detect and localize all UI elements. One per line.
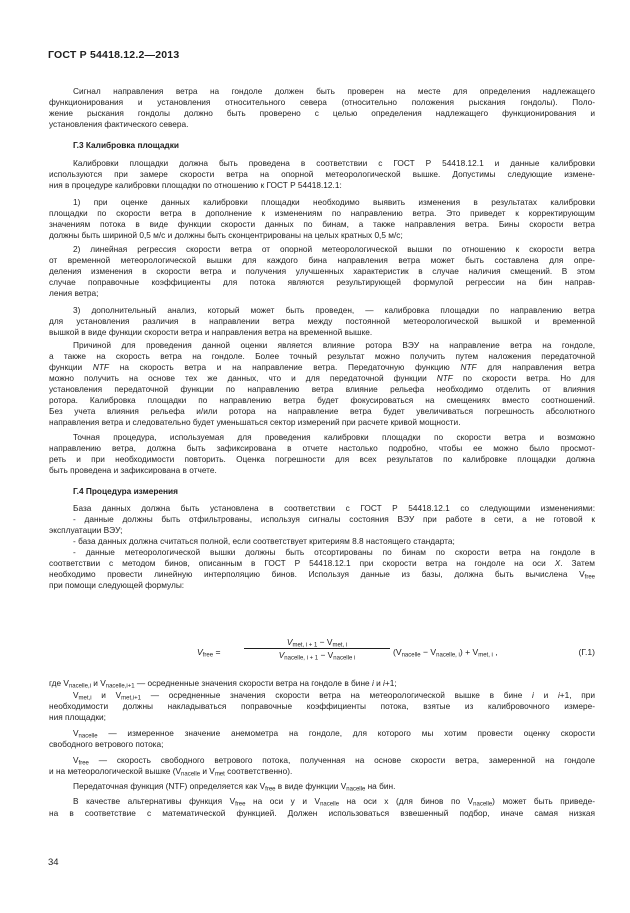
text-line: для установления различия в направлении ветра между постоянной метеорологической вышкой и временной [49,316,595,326]
axis-x-symbol: X [554,558,561,568]
formula-denominator: $V_{nacelle, i + 1} - V_{nacelle i}$ [278,650,356,662]
text-line: $V_{met,i}$ и $V_{met,i+1}$ — осредненные значения скорости ветра на метеорологической вышке в бине i и i+1, при [73,690,596,702]
text-line: жение рыскания гондолы должно быть проверено с целью определения надлежащего функционирования и [49,108,595,118]
text-line: Точная процедура, используемая для проведения калибровки площадки по скорости ветра и возможно [73,432,595,442]
text-line: на в соответствие с математической функцией. Должен использоваться взвешенный подбор, иначе самая низкая [49,808,595,818]
text-line: а также на скорость ветра на гондоле. Более точный результат можно получить путем наложения передаточной [49,351,595,361]
text-line: установления фактического севера. [49,119,189,129]
text-line: 2) линейная регрессия скорости ветра от опорной метеорологической вышки по отношению к скорости ветра [73,244,595,254]
text-line: случае поправочные коэффициенты для потока являются результирующей формулой регрессии на бин направ- [49,277,595,287]
formula-lhs: $V_{free}$ = [197,647,221,659]
text-line: при помощи следующей формулы: [49,580,185,590]
text-line: Причиной для проведения данной оценки является влияние ротора ВЭУ на направление ветра на гондоле, [73,340,595,350]
formula-rhs: $(V_{nacelle} - V_{nacelle, i}) + V_{met, i}$ , [393,647,498,659]
text-line: $V_{nacelle}$ — измеренное значение анемометра на гондоле, для которого мы хотим провести оценку скорости [73,728,595,740]
text-line: можно получить на основе тех же данных, что и для передаточной функции NTF по скорости ветра. Но для [49,373,595,383]
text-line: Сигнал направления ветра на гондоле должен быть проверен на месте для определения надлежащего [73,86,595,96]
formula-numerator: $V_{met, i + 1} - V_{met, i}$ [286,637,348,649]
text-line: База данных должна быть установлена в соответствии с ГОСТ Р 54418.12.1 со следующими изменениями: [73,503,595,513]
text-line: необходимости должны накладываться поправочные коэффициенты потока, взятые из калибровочного измере- [49,701,595,711]
text-line: направления ветра и следовательно будет уменьшаться сектор измерений при расчете кривой мощности. [49,417,461,427]
text-line: 3) дополнительный анализ, который может быть проведен, — калибровка площадки по направлению ветра [73,305,595,315]
formula-number: (Г.1) [578,647,595,657]
text-line: эксплуатации ВЭУ; [49,525,123,535]
text-line: необходимо провести линейную интерполяцию бинов. Используя данные из базы, должна быть вычислена $V_{free}$ [49,569,595,581]
text-line: - база данных должна считаться полной, если соответствует критериям 8.8 настоящего стандарта; [73,536,455,546]
section-heading-g4: Г.4 Процедура измерения [73,486,178,496]
text-line: используются при замере скорости ветра на опорной метеорологической вышке. Допустимы следующие измене- [49,169,595,179]
text-line: ния площадки; [49,712,106,722]
page-number: 34 [48,857,59,868]
text-line: установления передаточной функции по направлению ветра влияние рельефа необходимо отделить от влияния [49,384,595,394]
text-line: Передаточная функция (NTF) определяется как $V_{free}$ в виде функции $V_{nacelle}$ на бин. [73,781,396,793]
text-line: быть проведена и зафиксирована в отчете. [49,465,217,475]
text-line: деления изменения в скорости ветра и получения улучшенных характеристик в случае наличия смещений. В этом [49,266,595,276]
formula-fraction [243,636,391,661]
text-line: 1) при оценке данных калибровки площадки необходимо выявить изменения в результатах калибровки [73,197,595,207]
text-line: ния в процедуре калибровки площадки по отношению к ГОСТ Р 54418.12.1: [49,180,342,190]
document-header: ГОСТ Р 54418.12.2—2013 [48,49,180,61]
text-line: Без учета влияния рельефа и/или ротора на направление ветра будет увеличиваться погрешность абсолютного [49,406,595,416]
formula-g1 [49,636,595,670]
text-line: В качестве альтернативы функция $V_{free}$ на оси y и $V_{nacelle}$ на оси x (для бинов по $V_{nacelle}$) может быть приведе- [73,796,596,808]
text-line: свободного ветрового потока; [49,739,164,749]
text-line: Калибровки площадки должна быть проведена в соответствии с ГОСТ Р 54418.12.1 и данные калибровки [73,158,595,168]
section-heading-g3: Г.3 Калибровка площадки [73,140,179,150]
text-line: соответствии с методом бинов, описанным в ГОСТ Р 54418.12.1 при скорости ветра на гондоле на оси X. Затем [49,558,595,568]
text-line: и на метеорологической вышке ($V_{nacelle}$ и $V_{met}$ соответственно). [49,766,293,778]
ntf-symbol: NTF [92,362,109,372]
text-line: - данные метеорологической вышки должны быть отсортированы по бинам по скорости ветра на гондоле в [73,547,595,557]
text-line: функции NTF на скорость ветра и на направление ветра. Передаточную функцию NTF для направления ветра [49,362,596,372]
text-line: ротора. Калибровка площадки по направлению ветра будет фокусироваться на смещениях вместо соотношений. [49,395,595,405]
text-line: направлению ветра, должна быть зафиксирована в отчете настолько подробно, чтобы ее можно было просмот- [49,443,595,453]
text-line: ления ветра; [49,288,99,298]
text-line: $V_{free}$ — скорость свободного ветрового потока, полученная на основе скорости ветра, замеренной на гондоле [73,755,595,767]
text-line: функционирования и установления относительного севера (относительно положения рыскания гондолы). Поло- [49,97,595,107]
text-line: реть и при необходимости повторить. Оценка погрешности для всех результатов по калибровке площадки должна [49,454,595,464]
text-line: вышкой в виде функции скорости ветра и направления ветра на временной вышке. [49,327,373,337]
text-line: от временной метеорологической вышки для каждого бина направления ветра может быть составлена для опре- [49,255,595,265]
text-line: - данные должны быть отфильтрованы, используя сигналы состояния ВЭУ при работе в сети, а не готовой к [73,514,595,524]
ntf-symbol: NTF [436,373,453,383]
text-line: значениям потока в виде функции скорости данных по бинам, а также направления ветра. Бины скорости ветра [49,219,595,229]
ntf-symbol: NTF [460,362,477,372]
text-line: где $V_{nacelle,i}$ и $V_{nacelle,i+1}$ — осредненные значения скорости ветра на гондоле в бине i и i+1; [49,678,397,690]
text-line: площадки по скорости ветра в дополнение к изменениям по направлению ветра. Это приведет к корректирующим [49,208,595,218]
text-line: должны быть шириной 0,5 м/с и должны быть сконцентрированы на целых кратных 0,5 м/с; [49,230,403,240]
